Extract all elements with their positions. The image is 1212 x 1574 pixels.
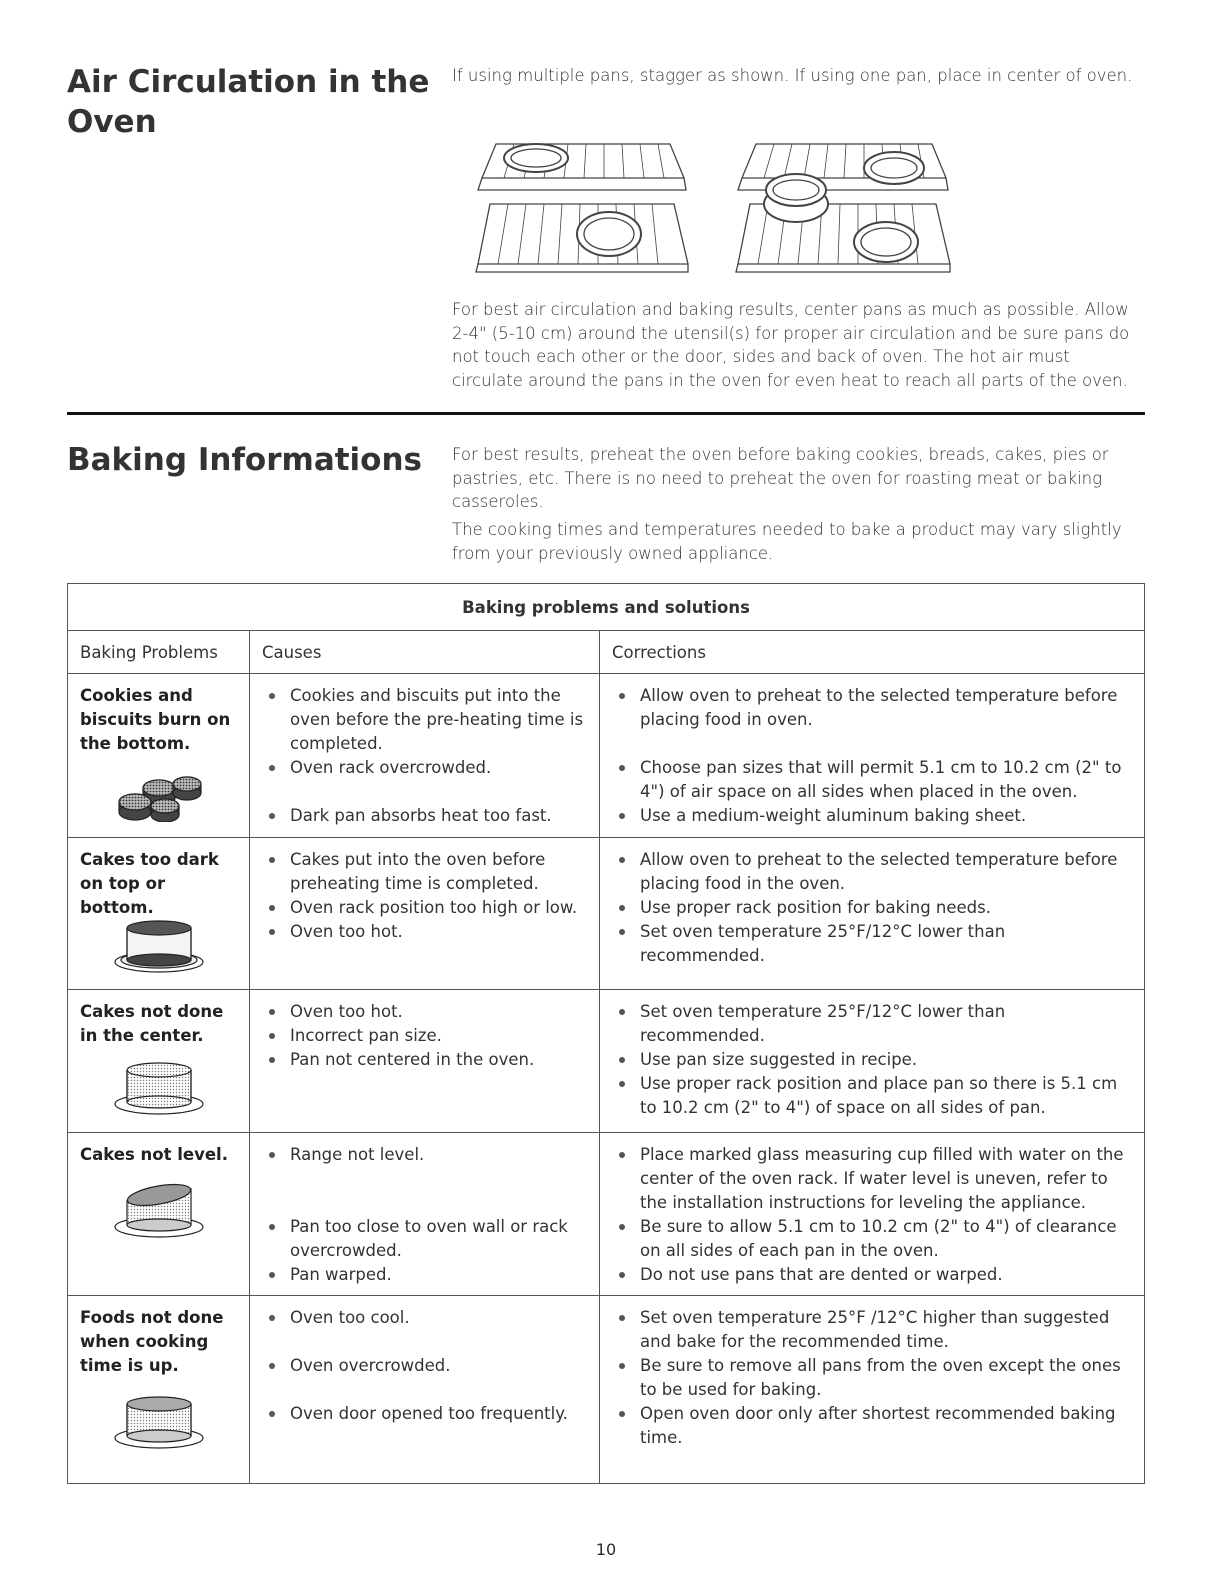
correction-item: Allow oven to preheat to the selected temperature before placing food in oven.: [612, 684, 1132, 732]
problem-label: Cookies and biscuits burn on the bottom.: [80, 686, 231, 753]
cause-item: Oven rack position too high or low.: [262, 896, 587, 920]
correction-item: Use a medium-weight aluminum baking sheet.: [612, 804, 1132, 828]
problem-label: Cakes not level.: [80, 1145, 228, 1164]
cause-item: Oven too hot.: [262, 1000, 587, 1024]
pan-upper-left: [766, 174, 826, 206]
baking-paragraph-1: For best results, preheat the oven before baking cookies, breads, cakes, pies or pastries, etc. There is no need to preheat the oven for roasting meat or baking casseroles.: [452, 445, 1109, 511]
correction-item: Set oven temperature 25°F /12°C higher than suggested and bake for the recommended time.: [612, 1306, 1132, 1354]
baking-informations-title: Baking Informations: [67, 442, 423, 478]
causes-cell: [250, 674, 600, 838]
cause-item: Oven too cool.: [262, 1306, 587, 1330]
baking-problems-table: [67, 583, 1145, 1484]
title-line-1: Air Circulation in the: [67, 64, 430, 100]
pan-top-right: [864, 152, 924, 184]
table-row: [68, 1133, 1145, 1296]
cause-item: Pan not centered in the oven.: [262, 1048, 587, 1072]
cause-item: Oven door opened too frequently.: [262, 1402, 587, 1426]
cause-item: Oven too hot.: [262, 920, 587, 944]
cause-item: Oven rack overcrowded.: [262, 756, 587, 780]
underdone-cake-icon: [109, 1058, 209, 1116]
table-row: [68, 674, 1145, 838]
correction-item: Set oven temperature 25°F/12°C lower than recommended.: [612, 920, 1132, 968]
pan-top-left: [504, 144, 568, 172]
table-row: [68, 990, 1145, 1133]
correction-item: Be sure to remove all pans from the oven except the ones to be used for baking.: [612, 1354, 1132, 1402]
corrections-cell: [600, 1133, 1145, 1296]
correction-item: Set oven temperature 25°F/12°C lower than recommended.: [612, 1000, 1132, 1048]
correction-item: Use proper rack position and place pan so there is 5.1 cm to 10.2 cm (2" to 4") of space on all sides of pan.: [612, 1072, 1132, 1120]
cause-item: Pan warped.: [262, 1263, 587, 1287]
corrections-cell: [600, 990, 1145, 1133]
problem-cell: [68, 674, 250, 838]
oven-rack-illustration-four-pans: [734, 138, 954, 274]
air-circulation-note: For best air circulation and baking results, center pans as much as possible. Allow 2-4" (5-10 cm) around the utensil(s) for proper air circulation and be sure pans do not touch each other or the door, sides and back of oven. The hot air must circulate around the pans in the oven for even heat to reach all parts of the oven.: [452, 300, 1130, 390]
causes-cell: [250, 1296, 600, 1484]
cause-item: Oven overcrowded.: [262, 1354, 587, 1378]
dark-cake-icon: [109, 916, 209, 974]
cause-item: Range not level.: [262, 1143, 587, 1167]
header-corrections: Corrections: [600, 631, 1145, 674]
correction-item: Place marked glass measuring cup filled with water on the center of the oven rack. If water level is uneven, refer to the installation instructions for leveling the appliance.: [612, 1143, 1132, 1215]
problem-label: Foods not done when cooking time is up.: [80, 1308, 224, 1375]
header-causes: Causes: [250, 631, 600, 674]
header-baking-problems: Baking Problems: [68, 631, 250, 674]
cause-item: Dark pan absorbs heat too fast.: [262, 804, 587, 828]
correction-item: Choose pan sizes that will permit 5.1 cm to 10.2 cm (2" to 4") of air space on all sides when placed in the oven.: [612, 756, 1132, 804]
air-intro-text: If using multiple pans, stagger as shown. If using one pan, place in center of oven.: [452, 66, 1133, 85]
table-row: [68, 1296, 1145, 1484]
corrections-cell: [600, 838, 1145, 990]
uneven-cake-icon: [109, 1181, 209, 1239]
cookies-icon: [113, 766, 205, 822]
correction-item: Use proper rack position for baking needs.: [612, 896, 1132, 920]
cause-item: Pan too close to oven wall or rack overcrowded.: [262, 1215, 587, 1263]
causes-cell: [250, 838, 600, 990]
cause-item: Cookies and biscuits put into the oven before the pre-heating time is completed.: [262, 684, 587, 756]
corrections-cell: [600, 1296, 1145, 1484]
problem-cell: [68, 1133, 250, 1296]
correction-item: Be sure to allow 5.1 cm to 10.2 cm (2" to 4") of clearance on all sides of each pan in the oven.: [612, 1215, 1132, 1263]
oven-rack-illustration-two-racks: [474, 138, 690, 274]
correction-item: Use pan size suggested in recipe.: [612, 1048, 1132, 1072]
cause-item: Cakes put into the oven before preheating time is completed.: [262, 848, 587, 896]
cake-icon: [109, 1392, 209, 1450]
correction-item: Open oven door only after shortest recommended baking time.: [612, 1402, 1132, 1450]
table-row: [68, 838, 1145, 990]
table-caption: Baking problems and solutions: [68, 584, 1145, 631]
air-circulation-title: [67, 62, 429, 142]
corrections-cell: [600, 674, 1145, 838]
section-divider: [67, 412, 1145, 415]
cause-item: Incorrect pan size.: [262, 1024, 587, 1048]
correction-item: Do not use pans that are dented or warped.: [612, 1263, 1132, 1287]
problem-cell: [68, 838, 250, 990]
title-line-2: Oven: [67, 104, 157, 140]
causes-cell: [250, 1133, 600, 1296]
causes-cell: [250, 990, 600, 1133]
problem-label: Cakes too dark on top or bottom.: [80, 850, 219, 917]
baking-paragraph-2: The cooking times and temperatures needed to bake a product may vary slightly from your previously owned appliance.: [452, 520, 1122, 563]
page-number: 10: [595, 1540, 617, 1559]
problem-cell: [68, 1296, 250, 1484]
problem-label: Cakes not done in the center.: [80, 1002, 224, 1045]
problem-cell: [68, 990, 250, 1133]
correction-item: Allow oven to preheat to the selected temperature before placing food in the oven.: [612, 848, 1132, 896]
